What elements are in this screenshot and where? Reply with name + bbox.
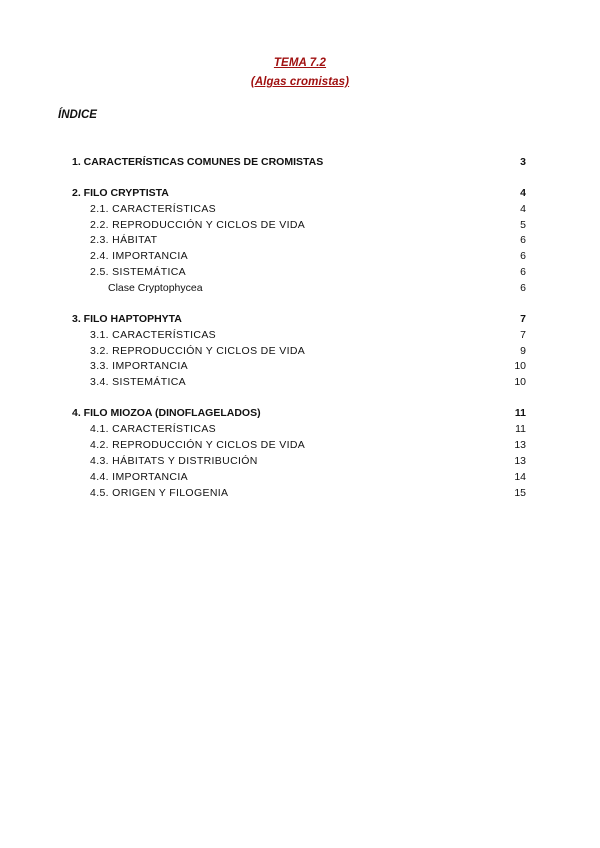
toc-entry-label: 4.2. REPRODUCCIÓN Y CICLOS DE VIDA [90,439,306,451]
toc-subsection-entry[interactable] [0,376,600,392]
toc-entry-page: 10 [514,360,526,372]
toc-entry-page: 7 [520,313,526,325]
toc-section-entry[interactable] [0,156,600,172]
toc-entry-label: 2.2. REPRODUCCIÓN Y CICLOS DE VIDA [90,219,306,231]
toc-entry-label: 4.4. IMPORTANCIA [90,471,188,483]
toc-entry-label: 3.4. SISTEMÁTICA [90,376,187,388]
toc-section-entry[interactable] [0,187,600,203]
toc-subsection-entry[interactable] [0,423,600,439]
toc-subsection-entry[interactable] [0,203,600,219]
toc-entry-label: 3.2. REPRODUCCIÓN Y CICLOS DE VIDA [90,345,306,357]
toc-entry-page: 4 [520,203,526,215]
index-heading: ÍNDICE [58,109,97,121]
toc-entry-label: 3. FILO HAPTOPHYTA [72,313,182,325]
toc-entry-page: 6 [520,266,526,278]
toc-subsection-entry[interactable] [0,439,600,455]
toc-entry-page: 15 [514,487,526,499]
toc-entry-label: 2.3. HÁBITAT [90,234,158,246]
toc-subsection-entry[interactable] [0,345,600,361]
toc-entry-page: 11 [514,407,526,419]
toc-entry-page: 11 [515,423,526,435]
toc-subsection-entry[interactable] [0,219,600,235]
toc-entry-label: 4.1. CARACTERÍSTICAS [90,423,217,435]
toc-entry-page: 13 [514,455,526,467]
toc-entry-page: 13 [514,439,526,451]
toc-entry-label: 3.3. IMPORTANCIA [90,360,188,372]
toc-entry-label: 3.1. CARACTERÍSTICAS [90,329,217,341]
toc-entry-page: 14 [514,471,526,483]
toc-entry-page: 3 [520,156,526,168]
toc-entry-label: 2.5. SISTEMÁTICA [90,266,187,278]
toc-subsection-entry[interactable] [0,266,600,282]
toc-entry-page: 6 [520,250,526,262]
page-title: TEMA 7.2 [273,57,327,69]
toc-entry-page: 10 [514,376,526,388]
toc-subsection-entry[interactable] [0,455,600,471]
page-subtitle: (Algas cromistas) [250,76,350,88]
toc-entry-label: 2.1. CARACTERÍSTICAS [90,203,217,215]
toc-entry-label: 2.4. IMPORTANCIA [90,250,188,262]
toc-entry-page: 7 [520,329,526,341]
toc-entry-label: 4.3. HÁBITATS Y DISTRIBUCIÓN [90,455,258,467]
toc-section-entry[interactable] [0,407,600,423]
toc-subsection-entry[interactable] [0,250,600,266]
toc-subsection-entry[interactable] [0,360,600,376]
toc-entry-label: 1. CARACTERÍSTICAS COMUNES DE CROMISTAS [72,156,324,168]
toc-entry-page: 5 [520,219,526,231]
toc-entry-page: 9 [520,345,526,357]
toc-entry-label: Clase Cryptophycea [108,282,203,294]
toc-entry-page: 6 [520,282,526,294]
toc-subsection-entry[interactable] [0,329,600,345]
toc-subentry[interactable] [0,282,600,298]
toc-subsection-entry[interactable] [0,234,600,250]
toc-entry-label: 2. FILO CRYPTISTA [72,187,169,199]
toc-subsection-entry[interactable] [0,471,600,487]
toc-subsection-entry[interactable] [0,487,600,503]
toc-section-entry[interactable] [0,313,600,329]
toc-entry-page: 6 [520,234,526,246]
toc-entry-page: 4 [520,187,526,199]
toc-entry-label: 4. FILO MIOZOA (DINOFLAGELADOS) [72,407,261,419]
toc-entry-label: 4.5. ORIGEN Y FILOGENIA [90,487,229,499]
